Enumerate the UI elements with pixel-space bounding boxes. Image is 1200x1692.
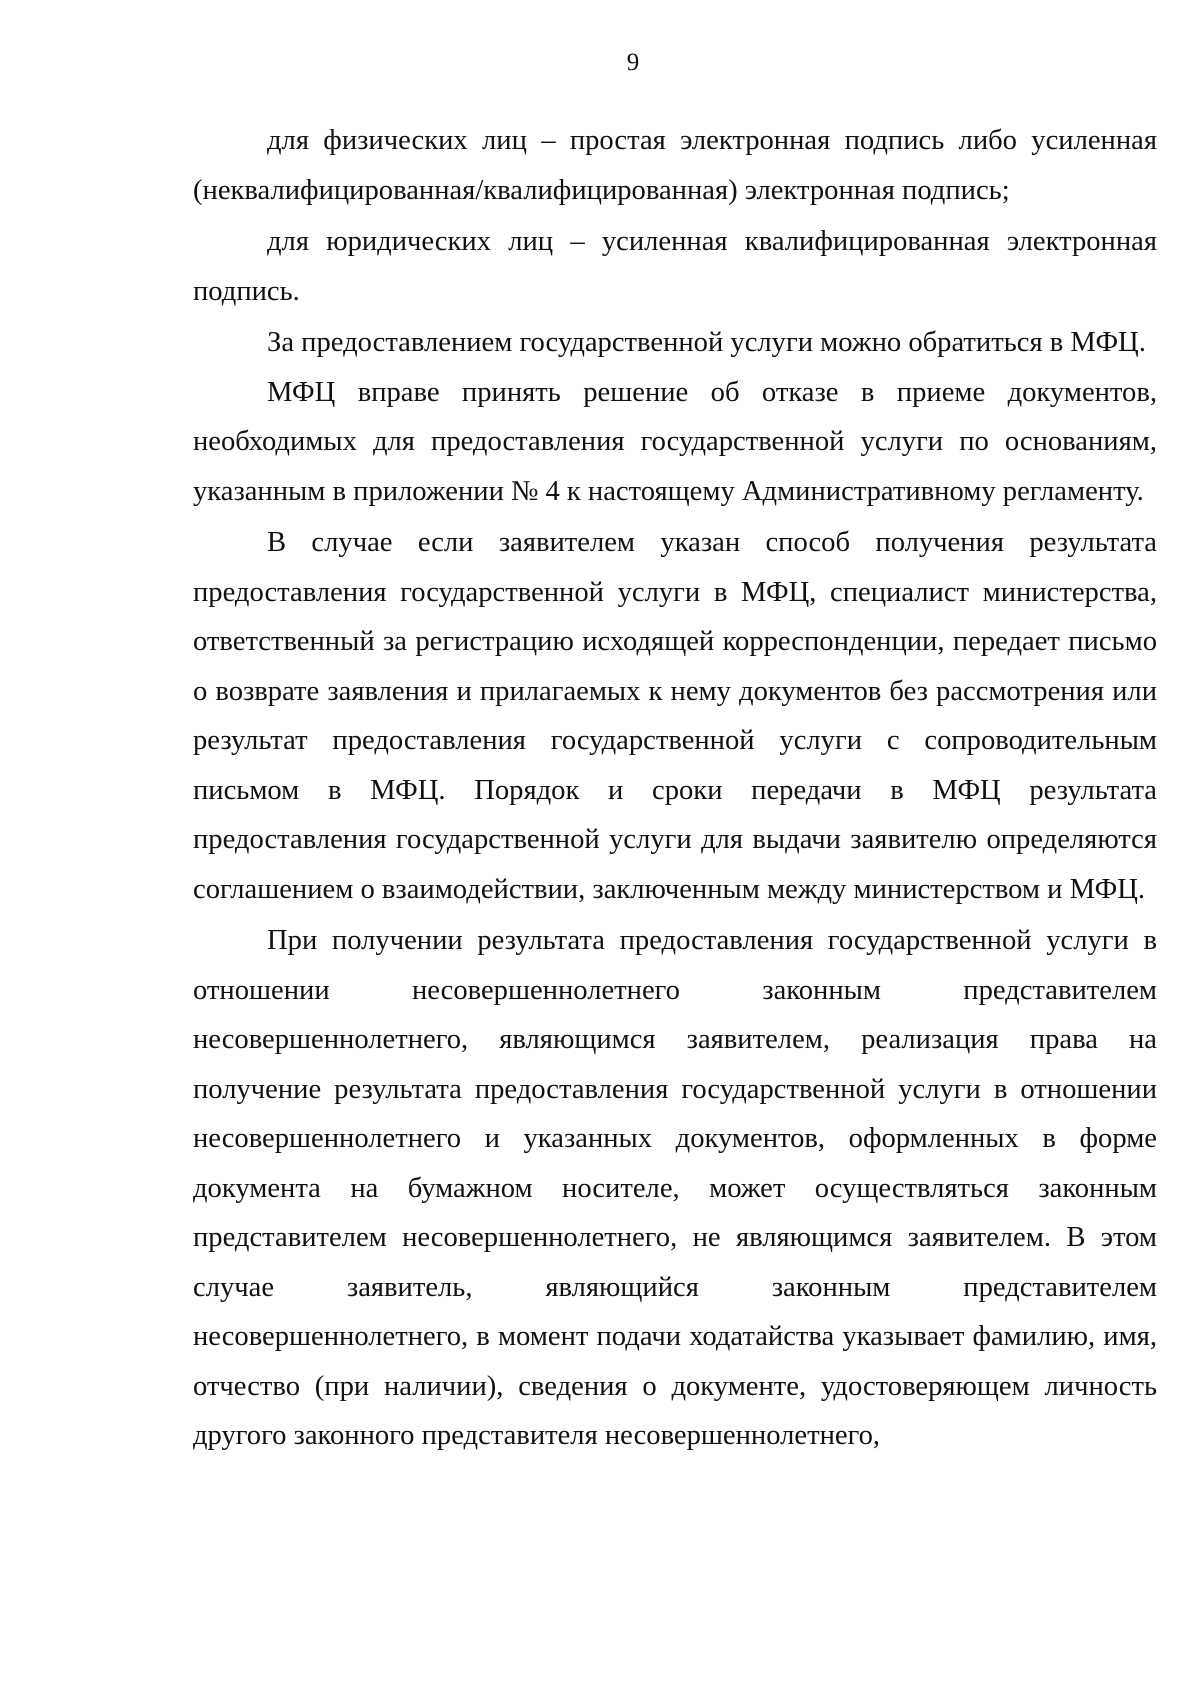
page-number: 9 — [626, 49, 640, 76]
paragraph-minor-representative: При получении результата предоставления государственной услуги в отношении несовершеннолетнего законным представителем несовершеннолетнего, являющимся заявителем, реализация права на получение результата предоставления государственной услуги в отношении несовершеннолетнего и указанных документов, оформленных в форме документа на бумажном носителе, может осуществляться законным представителем несовершеннолетнего, не являющимся заявителем. В этом случае заявитель, являющийся законным представителем несовершеннолетнего, в момент подачи ходатайства указывает фамилию, имя, отчество (при наличии), сведения о документе, удостоверяющем личность другого законного представителя несовершеннолетнего, — [193, 925, 1157, 1451]
paragraph-signature-individuals: для физических лиц – простая электронная подпись либо усиленная (неквалифицированная/квалифицированная) электронная подпись; — [193, 125, 1157, 206]
document-body — [193, 116, 1157, 1461]
paragraph-signature-legal-entities: для юридических лиц – усиленная квалифицированная электронная подпись. — [193, 226, 1157, 307]
paragraph-result-via-mfc: В случае если заявителем указан способ получения результата предоставления государственной услуги в МФЦ, специалист министерства, ответственный за регистрацию исходящей корреспонденции, передает письмо о возврате заявления и прилагаемых к нему документов без рассмотрения или результат предоставления государственной услуги с сопроводительным письмом в МФЦ. Порядок и сроки передачи в МФЦ результата предоставления государственной услуги для выдачи заявителю определяются соглашением о взаимодействии, заключенным между министерством и МФЦ. — [193, 527, 1157, 905]
paragraph-mfc-appeal: За предоставлением государственной услуги можно обратиться в МФЦ. — [267, 327, 1146, 358]
paragraph-mfc-refusal: МФЦ вправе принять решение об отказе в приеме документов, необходимых для предоставления государственной услуги по основаниям, указанным в приложении № 4 к настоящему Административному регламенту. — [193, 376, 1157, 507]
